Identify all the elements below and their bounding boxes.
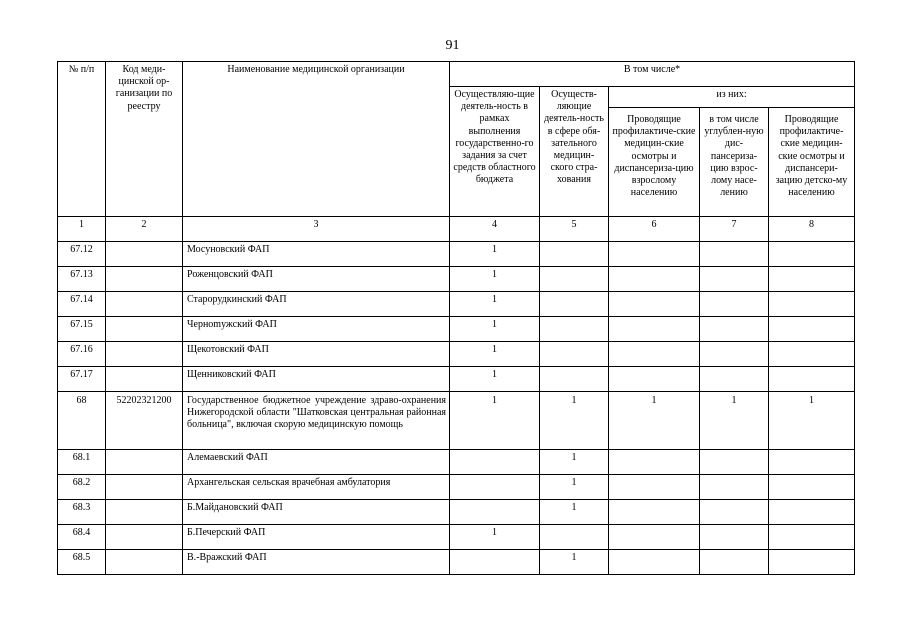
table-row	[58, 475, 855, 500]
header-col7: в том числе углублен-ную дис-пансериза-цию взрос-лому насе-лению	[700, 108, 769, 217]
row-col6	[609, 367, 700, 392]
row-code	[106, 267, 183, 292]
row-org-name: Роженцовский ФАП	[183, 267, 450, 292]
row-code	[106, 292, 183, 317]
column-number: 8	[769, 217, 855, 242]
row-col6	[609, 267, 700, 292]
column-number: 2	[106, 217, 183, 242]
column-number: 7	[700, 217, 769, 242]
row-col4: 1	[450, 242, 540, 267]
row-code	[106, 450, 183, 475]
row-number: 68	[58, 392, 106, 450]
table-row	[58, 367, 855, 392]
table-row	[58, 450, 855, 475]
row-col5	[540, 292, 609, 317]
row-col4	[450, 475, 540, 500]
row-org-name: Государственное бюджетное учреждение здраво-охранения Нижегородской области "Шатковская центральная районная больница", включая скорую медицинскую помощь	[183, 392, 450, 450]
row-col8	[769, 292, 855, 317]
row-code	[106, 342, 183, 367]
row-col7	[700, 292, 769, 317]
registry-table	[57, 61, 855, 575]
row-code	[106, 242, 183, 267]
row-number: 67.15	[58, 317, 106, 342]
row-col8	[769, 342, 855, 367]
row-col7	[700, 450, 769, 475]
row-col4: 1	[450, 267, 540, 292]
row-number: 67.16	[58, 342, 106, 367]
table-row	[58, 267, 855, 292]
row-col7	[700, 550, 769, 575]
header-including: В том числе*	[450, 62, 855, 87]
row-col4: 1	[450, 392, 540, 450]
row-col6	[609, 550, 700, 575]
row-col8	[769, 550, 855, 575]
table-row	[58, 317, 855, 342]
row-col6	[609, 450, 700, 475]
row-col8	[769, 242, 855, 267]
row-col7	[700, 242, 769, 267]
page-number: 91	[445, 38, 460, 53]
row-col4	[450, 450, 540, 475]
row-org-name: Щенниковский ФАП	[183, 367, 450, 392]
header-col6: Проводящие профилактиче-ские медицин-ские осмотры и диспансериза-цию взрослому населению	[609, 108, 700, 217]
row-number: 67.14	[58, 292, 106, 317]
column-number: 1	[58, 217, 106, 242]
row-number: 68.5	[58, 550, 106, 575]
row-col6	[609, 475, 700, 500]
row-col6	[609, 500, 700, 525]
table-row	[58, 292, 855, 317]
row-org-name: Щекотовский ФАП	[183, 342, 450, 367]
row-code: 52202321200	[106, 392, 183, 450]
row-col8	[769, 367, 855, 392]
row-col5: 1	[540, 392, 609, 450]
row-col7	[700, 367, 769, 392]
row-number: 68.4	[58, 525, 106, 550]
row-org-name: Черноmужский ФАП	[183, 317, 450, 342]
row-col5	[540, 267, 609, 292]
column-number: 4	[450, 217, 540, 242]
row-col6	[609, 242, 700, 267]
row-code	[106, 475, 183, 500]
column-number-row	[58, 217, 855, 242]
row-col5	[540, 242, 609, 267]
row-col7	[700, 525, 769, 550]
row-col8	[769, 317, 855, 342]
row-col8	[769, 475, 855, 500]
header-row-1	[58, 62, 855, 87]
row-org-name: Алемаевский ФАП	[183, 450, 450, 475]
row-col4	[450, 500, 540, 525]
row-col5	[540, 525, 609, 550]
row-col5	[540, 367, 609, 392]
row-code	[106, 367, 183, 392]
row-col6	[609, 292, 700, 317]
row-number: 67.12	[58, 242, 106, 267]
header-num: № п/п	[58, 62, 106, 217]
row-col8	[769, 525, 855, 550]
row-col7	[700, 342, 769, 367]
row-col6	[609, 317, 700, 342]
table-row	[58, 392, 855, 450]
row-col6	[609, 525, 700, 550]
row-org-name: Б.Печерский ФАП	[183, 525, 450, 550]
row-col7	[700, 475, 769, 500]
row-col5	[540, 342, 609, 367]
row-col8	[769, 450, 855, 475]
row-org-name: Б.Майдановский ФАП	[183, 500, 450, 525]
row-col5	[540, 317, 609, 342]
row-col7: 1	[700, 392, 769, 450]
row-col7	[700, 317, 769, 342]
row-col8: 1	[769, 392, 855, 450]
row-number: 68.1	[58, 450, 106, 475]
column-number: 5	[540, 217, 609, 242]
row-org-name: В.-Вражский ФАП	[183, 550, 450, 575]
table-row	[58, 242, 855, 267]
row-col7	[700, 267, 769, 292]
row-col6	[609, 342, 700, 367]
row-col4: 1	[450, 342, 540, 367]
header-code: Код меди-цинской ор-ганизации по реестру	[106, 62, 183, 217]
row-org-name: Старорудкинский ФАП	[183, 292, 450, 317]
row-code	[106, 500, 183, 525]
row-code	[106, 317, 183, 342]
row-code	[106, 525, 183, 550]
row-col4: 1	[450, 317, 540, 342]
row-org-name: Мосуновский ФАП	[183, 242, 450, 267]
column-number: 3	[183, 217, 450, 242]
row-col8	[769, 500, 855, 525]
header-org-name: Наименование медицинской организации	[183, 62, 450, 217]
row-col5: 1	[540, 475, 609, 500]
header-of-them: из них:	[609, 87, 855, 108]
table-row	[58, 500, 855, 525]
row-code	[106, 550, 183, 575]
row-number: 67.13	[58, 267, 106, 292]
header-col5: Осуществ-ляющие деятель-ность в сфере обя-зательного медицин-ского стра-хования	[540, 87, 609, 217]
row-col4: 1	[450, 292, 540, 317]
table-row	[58, 550, 855, 575]
column-number: 6	[609, 217, 700, 242]
row-col4	[450, 550, 540, 575]
row-number: 68.3	[58, 500, 106, 525]
row-org-name: Архангельская сельская врачебная амбулатория	[183, 475, 450, 500]
header-col4: Осуществляю-щие деятель-ность в рамках выполнения государственно-го задания за счет средств областного бюджета	[450, 87, 540, 217]
row-col4: 1	[450, 525, 540, 550]
row-col4: 1	[450, 367, 540, 392]
row-col7	[700, 500, 769, 525]
row-col5: 1	[540, 450, 609, 475]
header-col8: Проводящие профилактиче-ские медицин-ские осмотры и диспансери-зацию детско-му населению	[769, 108, 855, 217]
row-number: 67.17	[58, 367, 106, 392]
row-col6: 1	[609, 392, 700, 450]
row-col5: 1	[540, 550, 609, 575]
row-col8	[769, 267, 855, 292]
table-row	[58, 525, 855, 550]
table-row	[58, 342, 855, 367]
row-number: 68.2	[58, 475, 106, 500]
row-col5: 1	[540, 500, 609, 525]
